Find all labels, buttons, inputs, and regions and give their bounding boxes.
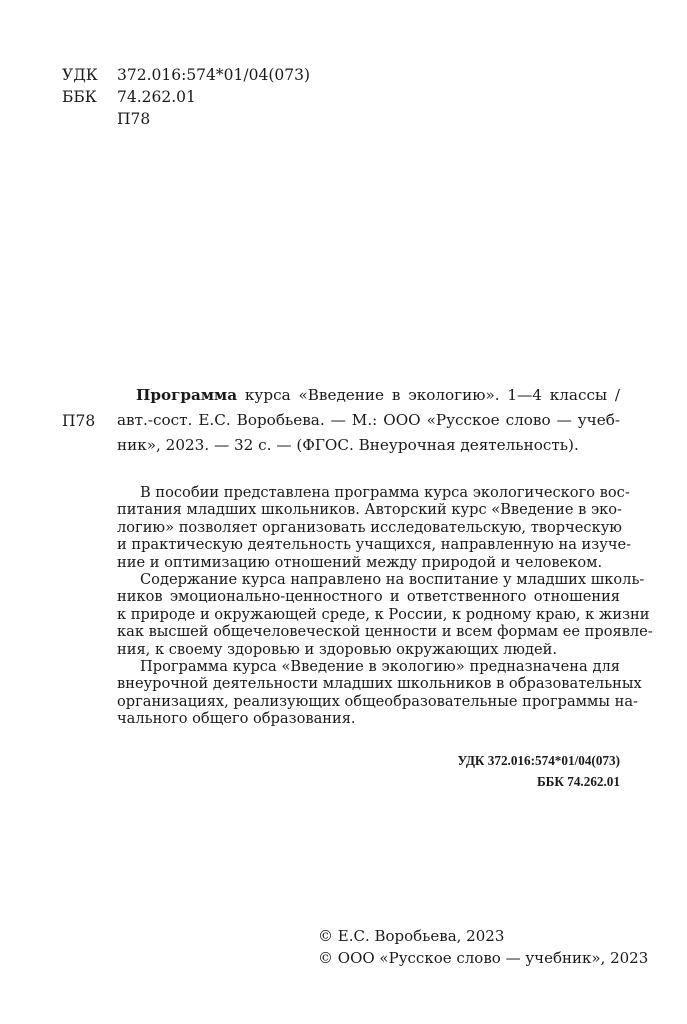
classification-codes [457,750,620,792]
annotation-line: ние и оптимизацию отношений между природой и человеком. [117,553,603,571]
bbk-value: 74.262.01 [117,88,196,106]
copyright-publisher: © ООО «Русское слово — учебник», 2023 [318,949,649,967]
bib-line: авт.-сост. Е.С. Воробьева. — М.: ООО «Русское слово — учеб- [117,411,620,429]
annotation-line: Содержание курса направлено на воспитание у младших школь- [140,571,645,588]
annotation-line: питания младших школьников. Авторский курс «Введение в эко- [117,501,622,519]
bib-line-text: курса «Введение в экологию». 1—4 классы / [237,386,620,404]
annotation-line: организациях, реализующих общеобразовательные программы на- [117,692,638,710]
author-mark: П78 [117,110,151,128]
udk-label: УДК [62,66,98,84]
annotation-line: ния, к своему здоровью и здоровью окружающих людей. [117,640,557,658]
udk-value: 372.016:574*01/04(073) [117,66,311,84]
bib-title-bold: Программа [136,386,238,404]
udk-code: УДК 372.016:574*01/04(073) [457,753,620,768]
annotation-line: внеурочной деятельности младших школьников в образовательных [117,675,642,693]
copyright-author: © Е.С. Воробьева, 2023 [318,927,505,945]
annotation-line: как высшей общечеловеческой ценности и всем формам ее проявле- [117,623,653,641]
annotation-line: ников эмоционально-ценностного и ответственного отношения [117,588,620,606]
annotation-line: чального общего образования. [117,710,356,728]
bib-author-mark: П78 [62,412,96,430]
annotation-line: Программа курса «Введение в экологию» предназначена для [140,658,620,675]
copyright-block [318,925,648,969]
bbk-label: ББК [62,88,97,106]
annotation-line: к природе и окружающей среде, к России, к родному краю, к жизни [117,605,650,623]
bbk-code: ББК 74.262.01 [536,774,620,789]
bib-line [136,386,620,404]
annotation-line: и практическую деятельность учащихся, направленную на изуче- [117,536,632,554]
annotation-line: В пособии представлена программа курса экологического вос- [140,484,630,501]
annotation-line: логию» позволяет организовать исследовательскую, творческую [117,518,623,536]
bib-line: ник», 2023. — 32 с. — (ФГОС. Внеурочная деятельность). [117,436,579,454]
